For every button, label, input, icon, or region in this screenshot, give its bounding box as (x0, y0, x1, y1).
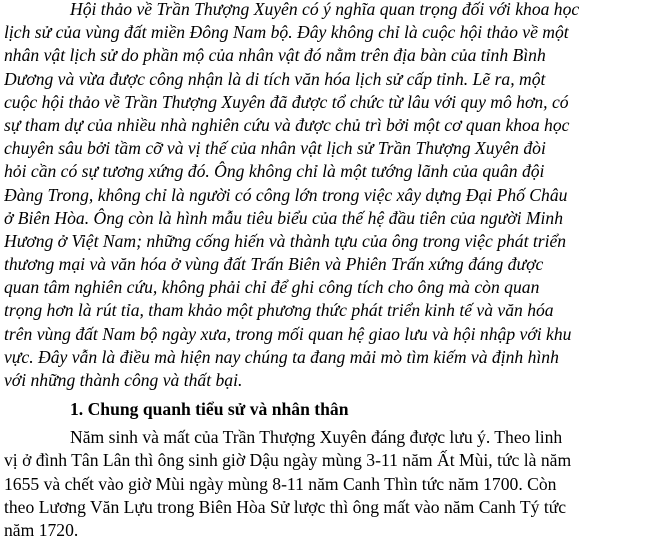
section-line-5: năm 1720. (4, 519, 79, 540)
intro-line-5: cuộc hội thảo về Trần Thượng Xuyên đã được tổ chức từ lâu với quy mô hơn, có (4, 91, 569, 112)
section-line-3: 1655 và chết vào giờ Mùi ngày mùng 8-11 năm Canh Thìn tức năm 1700. Còn (4, 473, 557, 494)
intro-line-4: Dương và vừa được công nhận là di tích văn hóa lịch sử cấp tỉnh. Lẽ ra, một (4, 68, 546, 89)
section-line-4: theo Lương Văn Lựu trong Biên Hòa Sử lược thì ông mất vào năm Canh Tý tức (4, 496, 567, 517)
section-line-1: Năm sinh và mất của Trần Thượng Xuyên đáng được lưu ý. Theo linh (70, 427, 563, 448)
intro-line-11: Hương ở Việt Nam; những cống hiến và thành tựu của ông trong việc phát triển (4, 230, 567, 251)
section-heading: 1. Chung quanh tiểu sử và nhân thân (70, 399, 349, 420)
intro-line-10: ở Biên Hòa. Ông còn là hình mẫu tiêu biểu của thế hệ đầu tiên của người Minh (4, 207, 564, 228)
intro-line-2: lịch sử của vùng đất miền Đông Nam bộ. Đây không chỉ là cuộc hội thảo về một (4, 22, 569, 43)
intro-line-13: quan tâm nghiên cứu, không phải chỉ để ghi công tích cho ông mà còn quan (4, 277, 540, 298)
intro-line-12: thương mại và văn hóa ở vùng đất Trấn Biên và Phiên Trấn xứng đáng được (4, 254, 544, 275)
intro-line-7: chuyên sâu bởi tầm cỡ và vị thế của nhân vật lịch sử Trần Thượng Xuyên đòi (4, 138, 546, 159)
intro-line-15: trên vùng đất Nam bộ ngày xưa, trong mối quan hệ giao lưu và hội nhập với khu (4, 323, 572, 344)
intro-line-3: nhân vật lịch sử do phần mộ của nhân vật đó nằm trên địa bàn của tỉnh Bình (4, 45, 546, 66)
intro-line-14: trọng hơn là rút tỉa, tham khảo một phương thức phát triển kinh tế và văn hóa (4, 300, 554, 321)
intro-line-6: sự tham dự của nhiều nhà nghiên cứu và được chủ trì bởi một cơ quan khoa học (4, 114, 570, 135)
section-paragraph (4, 426, 639, 542)
section-line-2: vị ở đình Tân Lân thì ông sinh giờ Dậu ngày mùng 3-11 năm Ất Mùi, tức là năm (4, 450, 572, 471)
intro-line-1: Hội thảo về Trần Thượng Xuyên có ý nghĩa quan trọng đối với khoa học (70, 0, 580, 19)
intro-line-9: Đàng Trong, không chỉ là người có công lớn trong việc xây dựng Đại Phố Châu (4, 184, 568, 205)
intro-line-16: vực. Đây vẫn là điều mà hiện nay chúng ta đang mải mò tìm kiếm và định hình (4, 346, 559, 367)
intro-line-8: hỏi cần có sự tương xứng đó. Ông không chỉ là một tướng lãnh của quân đội (4, 161, 545, 182)
intro-line-17: với những thành công và thất bại. (4, 370, 243, 390)
intro-paragraph (4, 0, 639, 392)
